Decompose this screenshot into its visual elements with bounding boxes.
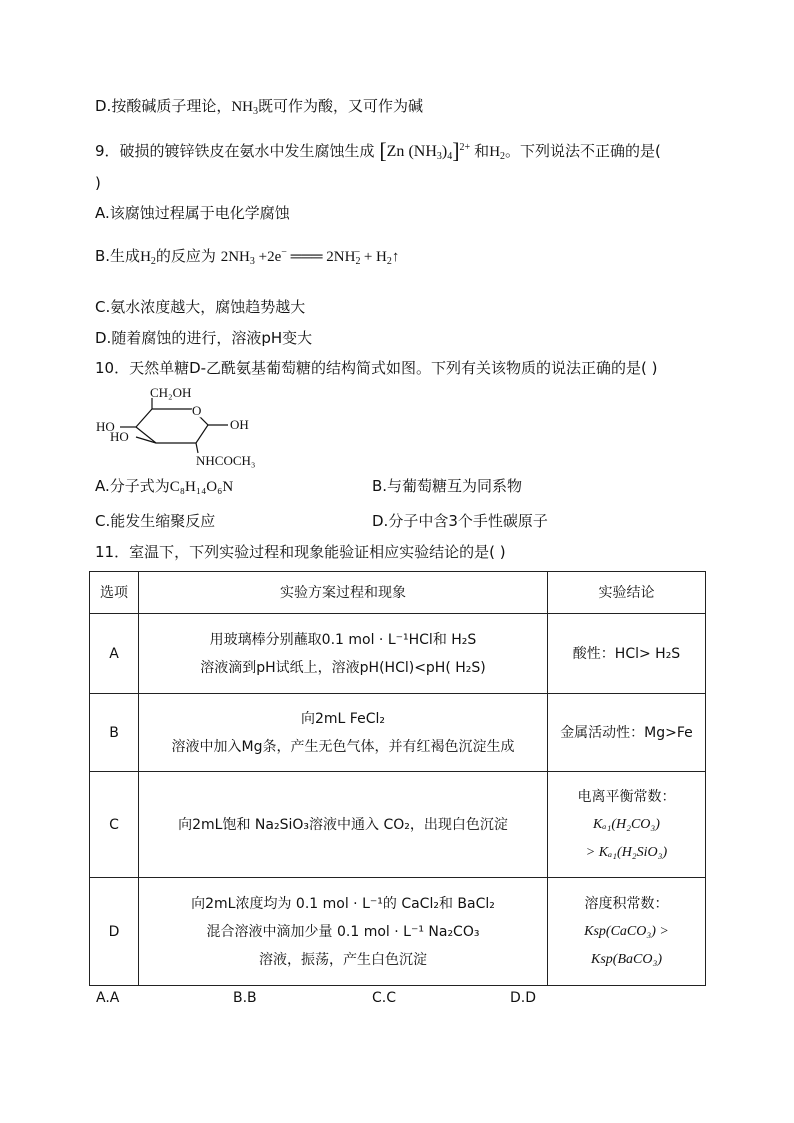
table-row: A 用玻璃棒分别蘸取0.1 mol · L⁻¹HCl和 H₂S 溶液滴到pH试纸上，溶液pH(HCl)<pH( H₂S) 酸性：HCl> H₂S bbox=[90, 614, 706, 694]
nh3-formula: $NH_3$ bbox=[231, 99, 258, 117]
struct-ho-label-1: HO bbox=[96, 419, 115, 434]
q10-option-b: B.与葡萄糖互为同系物 bbox=[372, 477, 523, 495]
table-row: C 向2mL饱和 Na₂SiO₃溶液中通入 CO₂，出现白色沉淀 电离平衡常数： Kₐ₁(H₂CO₃) > Kₐ₁(H₂SiO₃) bbox=[90, 772, 706, 878]
q10-option-d: D.分子中含3个手性碳原子 bbox=[372, 512, 548, 530]
header-procedure: 实验方案过程和现象 bbox=[139, 572, 548, 614]
reaction-equation: $2NH_3 +2e^-$ ═══ $2NH_2^-$ + $H_2↑$ bbox=[220, 247, 400, 267]
struct-ring-oxygen-label: O bbox=[192, 403, 202, 418]
q9-option-b: B.生成$H_2$的反应为 $2NH_3 +2e^-$ ═══ $2NH_2^-$ + $H_2↑$ bbox=[95, 247, 400, 267]
q11-option-d: D.D bbox=[510, 990, 537, 1006]
glcnac-structure-diagram bbox=[92, 385, 272, 470]
q9-option-d: D.随着腐蚀的进行，溶液pH变大 bbox=[95, 329, 313, 347]
h2-formula: $H_2$ bbox=[489, 144, 506, 162]
q10-option-c: C.能发生缩聚反应 bbox=[95, 512, 216, 530]
q8-option-d-rest: 既可作为酸，又可作为碱 bbox=[258, 97, 424, 115]
q9-stem-close: ) bbox=[95, 174, 101, 192]
q8-option-d bbox=[95, 95, 423, 118]
struct-ch2oh-label: CH₂OH bbox=[150, 385, 192, 400]
struct-oh-label: OH bbox=[230, 417, 249, 432]
struct-nhacetyl-label: NHCOCH₃ bbox=[196, 453, 256, 468]
q9-stem: 9．破损的镀锌铁皮在氨水中发生腐蚀生成 [Zn $(NH_3)_4]^{2+}$ 和$H_2$。下列说法不正确的是( bbox=[95, 138, 661, 163]
q10-stem: 10．天然单糖D-乙酰氨基葡萄糖的结构简式如图。下列有关该物质的说法正确的是( ) bbox=[95, 359, 658, 377]
zn-complex-formula: [Zn $(NH_3)_4]^{2+}$ bbox=[379, 138, 471, 163]
q9-option-a: A.该腐蚀过程属于电化学腐蚀 bbox=[95, 204, 290, 222]
q11-option-b: B.B bbox=[233, 990, 257, 1006]
q11-stem: 11．室温下，下列实验过程和现象能验证相应实验结论的是( ) bbox=[95, 543, 506, 561]
table-row: D 向2mL浓度均为 0.1 mol · L⁻¹的 CaCl₂和 BaCl₂ 混合溶液中滴加少量 0.1 mol · L⁻¹ Na₂CO₃ 溶液，振荡，产生白色沉淀 溶度积常数： Ksp(CaCO₃) > Ksp(BaCO₃) bbox=[90, 878, 706, 986]
header-conclusion: 实验结论 bbox=[548, 572, 706, 614]
q9-option-c: C.氨水浓度越大，腐蚀趋势越大 bbox=[95, 298, 306, 316]
q11-option-c: C.C bbox=[372, 990, 397, 1006]
q8-option-d-prefix: D.按酸碱质子理论， bbox=[95, 97, 232, 115]
table-row: B 向2mL FeCl₂ 溶液中加入Mg条，产生无色气体，并有红褐色沉淀生成 金属活动性：Mg>Fe bbox=[90, 694, 706, 772]
q10-option-a: A.分子式为C₈H₁₄O₆N bbox=[95, 477, 234, 495]
up-arrow-icon: ↑ bbox=[391, 249, 400, 265]
molecular-formula: C₈H₁₄O₆N bbox=[169, 479, 234, 495]
header-option: 选项 bbox=[90, 572, 139, 614]
q11-option-a: A.A bbox=[96, 990, 120, 1006]
struct-ho-label-2: HO bbox=[110, 429, 129, 444]
experiment-table bbox=[89, 571, 706, 986]
table-header-row bbox=[90, 572, 706, 614]
